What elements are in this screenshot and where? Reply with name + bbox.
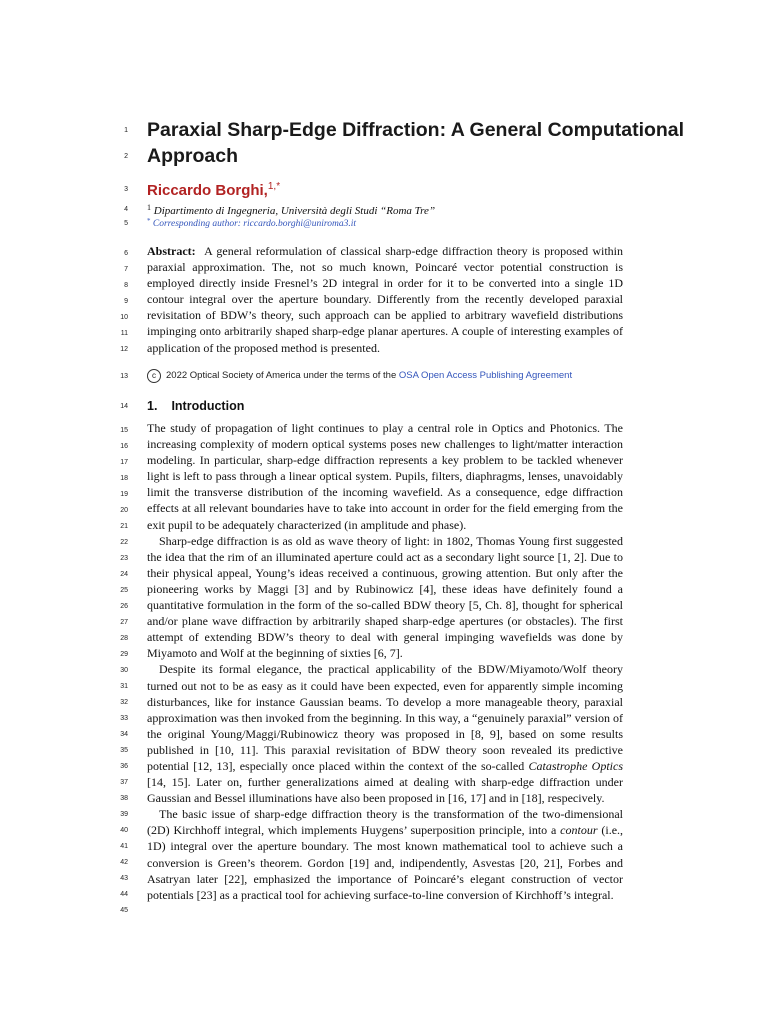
abstract-label: Abstract: [147, 244, 196, 258]
line-number: 27 [120, 619, 128, 626]
line-number: 35 [120, 747, 128, 754]
line-number: 14 [120, 403, 128, 410]
line-number: 19 [120, 491, 128, 498]
line-number: 42 [120, 859, 128, 866]
paragraph: Sharp-edge diffraction is as old as wave theory of light: in 1802, Thomas Young first suggested the idea that the rim of an illuminated aperture could act as a secondary light source [1, 2]. Due to their physical appeal, Young’s ideas received a continuous, growing attention. But only after the pioneering works by Maggi [3] and by Rubinowicz [4], these ideas have definitely found a quantitative formulation in the form of the so-called BDW theory [5, Ch. 8], thought for spherical and/or plane wave diffraction by arbitrarily shaped sharp-edge apertures (or obstacles). The first attempt of extending BDW’s theory to deal with general impinging wavefields was done by Miyamoto and Wolf at the beginning of sixties [6, 7]. [147, 533, 623, 661]
line-number: 29 [120, 651, 128, 658]
line-number: 17 [120, 459, 128, 466]
line-number: 45 [120, 907, 128, 914]
copyright-icon: c [147, 369, 161, 383]
line-number: 13 [120, 373, 128, 380]
line-number: 1 [124, 127, 128, 134]
line-number: 24 [120, 571, 128, 578]
line-number: 23 [120, 555, 128, 562]
line-number: 34 [120, 731, 128, 738]
line-number: 9 [124, 298, 128, 305]
line-number: 43 [120, 875, 128, 882]
line-number: 25 [120, 587, 128, 594]
line-number: 40 [120, 827, 128, 834]
line-number: 30 [120, 667, 128, 674]
line-number: 21 [120, 523, 128, 530]
line-number: 2 [124, 153, 128, 160]
copyright-text: 2022 Optical Society of America under the terms of the [166, 370, 399, 381]
line-number: 5 [124, 220, 128, 227]
line-number: 37 [120, 779, 128, 786]
paragraph-text: Despite its formal elegance, the practical applicability of the BDW/Miyamoto/Wolf theory turned out not to be as easy as it could have been expected, even for apparently simple incoming disturbances, like for instance Gaussian beams. To develop a more manageable theory, paraxial approximation was then invoked from the beginning. In this way, a “genuinely paraxial” version of the original Young/Maggi/Rubinowicz theory was proposed in [8, 9], based on some results published in [10, 11]. This paraxial revisitation of BDW theory soon revealed its predictive potential [12, 13], especially once placed within the context of the so-called [147, 662, 623, 773]
corresponding-author[interactable] [147, 215, 356, 230]
line-number: 12 [120, 346, 128, 353]
copyright-notice [147, 368, 572, 384]
affiliation-superscript: 1 [147, 203, 151, 212]
corresponding-superscript: * [147, 217, 151, 225]
line-number: 28 [120, 635, 128, 642]
section-heading [147, 398, 244, 414]
author-text: Riccardo Borghi, [147, 182, 268, 199]
line-number: 31 [120, 683, 128, 690]
line-number: 8 [124, 282, 128, 289]
paragraph: The study of propagation of light continues to play a central role in Optics and Photonics. The increasing complexity of modern optical systems poses new challenges to light/matter interaction modeling. In particular, sharp-edge diffraction represents a key problem to be tackled whenever light is left to pass through a linear optical system. Pupils, filters, diaphragms, lenses, unavoidably limit the transverse distribution of the incoming wavefield. As a consequence, edge diffraction effects at all relevant boundaries have to take into account in order for the field emerging from the exit pupil to be adequately characterized (in amplitude and phase). [147, 421, 623, 532]
paper-title: Paraxial Sharp-Edge Diffraction: A General Computational Approach [147, 119, 685, 167]
corresponding-text[interactable]: Corresponding author: riccardo.borghi@uniroma3.it [152, 219, 357, 229]
line-number: 26 [120, 603, 128, 610]
license-link[interactable]: OSA Open Access Publishing Agreement [398, 370, 573, 381]
abstract [147, 243, 623, 356]
line-number: 20 [120, 507, 128, 514]
line-number: 33 [120, 715, 128, 722]
line-number: 6 [124, 250, 128, 257]
paragraph [147, 661, 623, 806]
line-number: 41 [120, 843, 128, 850]
line-number: 15 [120, 427, 128, 434]
line-number: 44 [120, 891, 128, 898]
line-number: 36 [120, 763, 128, 770]
paragraph-text: [14, 15]. Later on, further generalizations aimed at dealing with sharp-edge diffraction under Gaussian and Bessel illuminations have also been proposed in [16, 17] and in [18], respecively. [147, 775, 623, 806]
line-number: 4 [124, 206, 128, 213]
line-number: 22 [120, 539, 128, 546]
section-title: Introduction [171, 399, 245, 413]
line-number: 38 [120, 795, 128, 802]
emphasis-text: Catastrophe Optics [528, 758, 623, 773]
affiliation-text: Dipartimento di Ingegneria, Università degli Studi “Roma Tre” [153, 205, 436, 217]
line-number: 7 [124, 266, 128, 273]
line-number: 11 [120, 330, 128, 337]
section-number: 1. [147, 399, 158, 413]
author-name [147, 177, 280, 201]
paragraph [147, 806, 623, 903]
line-number: 16 [120, 443, 128, 450]
emphasis-text: contour [560, 823, 598, 838]
body-text [147, 420, 623, 903]
paragraph-text: The basic issue of sharp-edge diffraction theory is the transformation of the two-dimensional (2D) Kirchhoff integral, which implements Huygens’ superposition principle, into a [147, 807, 623, 838]
line-number: 39 [120, 811, 128, 818]
author-superscript: 1,* [267, 181, 281, 192]
paragraph-text: (i.e., 1D) integral over the aperture boundary. The most known mathematical tool to achieve such a conversion is Green’s theorem. Gordon [19] and, indipendently, Asvestas [20, 21], Forbes and Asatryan later [22], emphasized the importance of Poincaré’s elegant construction of vector potentials [23] as a practical tool for achieving surface-to-line conversion of Kirchhoff’s integral. [147, 823, 624, 902]
line-number: 3 [124, 186, 128, 193]
line-number: 10 [120, 314, 128, 321]
line-number: 32 [120, 699, 128, 706]
line-number: 18 [120, 475, 128, 482]
abstract-text: A general reformulation of classical sharp-edge diffraction theory is proposed within paraxial approximation. The, not so much known, Poincaré vector potential construction is employed directly inside Fresnel’s 2D integral in order for it to be converted into a single 1D contour integral over the aperture boundary. Differently from the recently developed paraxial revisitation of BDW’s theory, such approach can be applied to arbitrary wavefield distributions impinging onto arbitrarily shaped sharp-edge planar apertures. A couple of interesting examples of application of the proposed method is presented. [147, 244, 624, 355]
